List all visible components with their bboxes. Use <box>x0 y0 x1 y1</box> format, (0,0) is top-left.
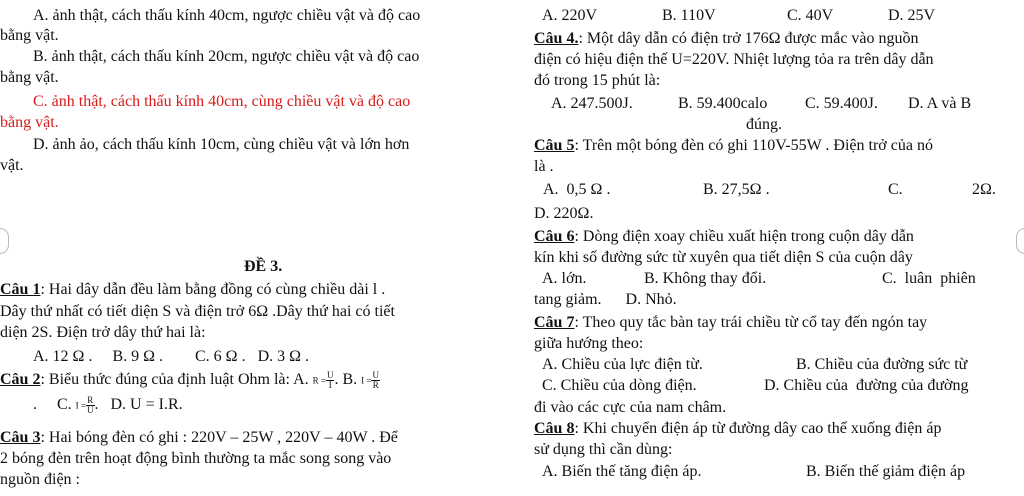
question-3-label: Câu 3 <box>0 429 41 446</box>
question-8-option-b: B. Biến thế giảm điện áp <box>806 463 966 480</box>
question-4-line2: điện có hiệu điện thế U=220V. Nhiệt lượng tỏa ra trên dây dẫn <box>534 51 934 68</box>
next-page-button[interactable] <box>1016 228 1024 254</box>
question-2-line1 <box>0 370 380 390</box>
section-heading: ĐỀ 3. <box>244 258 283 275</box>
question-4-label: Câu 4. <box>534 30 579 47</box>
question-6-label: Câu 6 <box>534 228 575 245</box>
top-option-a: A. 220V <box>542 7 598 24</box>
question-8-option-a: A. Biến thế tăng điện áp. <box>542 463 702 480</box>
question-4-option-c: C. 59.400J. <box>805 95 878 112</box>
question-4-option-b: B. 59.400calo <box>678 95 768 112</box>
question-7-option-b: B. Chiều của đường sức từ <box>796 356 968 373</box>
prev-page-button[interactable] <box>0 228 9 254</box>
question-3-line3: nguồn điện : <box>0 471 80 488</box>
formula-c-prefix: . C. <box>33 396 72 413</box>
formula-c: I = <box>75 400 86 411</box>
question-1-label: Câu 1 <box>0 281 41 298</box>
option-d-line2: vật. <box>0 157 24 174</box>
formula-a-num: U <box>326 369 334 380</box>
formula-d: . D. U = I.R. <box>94 396 183 413</box>
formula-b-num: U <box>372 369 379 380</box>
question-6-option-c: C. luân phiên <box>882 270 976 287</box>
question-5-line1 <box>534 136 933 156</box>
formula-b-den: R <box>372 379 379 390</box>
question-2-line2 <box>33 395 183 415</box>
question-1-line1 <box>0 280 385 300</box>
question-4-line3: đó trong 15 phút là: <box>534 72 661 89</box>
formula-b-prefix: . B. <box>334 371 358 388</box>
option-b-line2: bằng vật. <box>0 69 59 86</box>
question-5-option-d: D. 220Ω. <box>534 205 594 222</box>
question-6-line1 <box>534 227 914 247</box>
question-2-label: Câu 2 <box>0 371 41 388</box>
question-6-option-a: A. lớn. <box>542 270 587 287</box>
question-5-line2: là . <box>534 158 554 175</box>
formula-a-den: I <box>328 379 332 390</box>
question-5-option-c-value: 2Ω. <box>972 181 996 198</box>
question-4-option-a: A. 247.500J. <box>551 95 633 112</box>
question-7-option-a: A. Chiều của lực điện từ. <box>542 356 703 373</box>
top-option-b: B. 110V <box>662 7 716 24</box>
option-c-line1: C. ảnh thật, cách thấu kính 40cm, cùng chiều vật và độ cao <box>33 93 411 110</box>
question-1-line3: diện 2S. Điện trở dây thứ hai là: <box>0 324 206 341</box>
question-8-line2: sử dụng thì cần dùng: <box>534 441 673 458</box>
formula-c-num: R <box>87 394 94 405</box>
question-7-text: : Theo quy tắc bàn tay trái chiều từ cổ tay đến ngón tay <box>574 314 928 331</box>
question-1-line2: Dây thứ nhất có tiết diện S và điện trở 6Ω .Dây thứ hai có tiết <box>0 303 395 320</box>
question-7-line3: đi vào các cực của nam châm. <box>534 399 727 416</box>
question-8-text: : Khi chuyển điện áp từ đường dây cao thế xuống điện áp <box>574 420 942 437</box>
top-option-c: C. 40V <box>787 7 834 24</box>
formula-c-fraction <box>86 396 95 415</box>
question-4-option-d: D. A và B <box>908 95 972 112</box>
question-6-text: : Dòng điện xoay chiều xuất hiện trong cuộn dây dẫn <box>574 228 914 245</box>
question-6-line2: kín khi số đường sức từ xuyên qua tiết diện S của cuộn dây <box>534 249 913 266</box>
formula-b: I = <box>361 375 372 386</box>
formula-b-fraction <box>371 371 380 390</box>
option-a-line2: bằng vật. <box>0 27 59 44</box>
formula-a: R = <box>312 375 326 386</box>
question-1-text: : Hai dây dẫn đều làm bằng đồng có cùng chiều dài l . <box>40 281 386 298</box>
question-7-option-d: D. Chiều của đường của đường <box>764 377 969 394</box>
top-option-d: D. 25V <box>888 7 936 24</box>
question-4-text: : Một dây dẫn có điện trở 176Ω được mắc vào nguồn <box>578 30 919 47</box>
option-c-line2: bằng vật. <box>0 114 59 131</box>
question-5-option-c: C. <box>888 181 903 198</box>
question-6-option-b: B. Không thay đổi. <box>644 270 767 287</box>
question-6-line3: tang giảm. D. Nhỏ. <box>534 291 677 308</box>
question-1-options: A. 12 Ω . B. 9 Ω . C. 6 Ω . D. 3 Ω . <box>33 348 310 365</box>
question-8-line1 <box>534 419 942 439</box>
question-2-text: : Biểu thức đúng của định luật Ohm là: A. <box>40 371 309 388</box>
question-8-label: Câu 8 <box>534 420 575 437</box>
question-7-label: Câu 7 <box>534 314 575 331</box>
formula-c-den: U <box>87 404 94 415</box>
option-b-line1: B. ảnh thật, cách thấu kính 20cm, ngược chiều vật và độ cao <box>33 48 420 65</box>
question-4-tail: đúng. <box>746 116 782 133</box>
question-7-line2: giữa hướng theo: <box>534 335 644 352</box>
option-a-line1: A. ảnh thật, cách thấu kính 40cm, ngược chiều vật và độ cao <box>33 7 421 24</box>
question-5-option-b: B. 27,5Ω . <box>703 181 770 198</box>
option-d-line1: D. ảnh ảo, cách thấu kính 10cm, cùng chiều vật và lớn hơn <box>33 136 410 153</box>
question-3-text: : Hai bóng đèn có ghi : 220V – 25W , 220V – 40W . Để <box>40 429 398 446</box>
question-4-line1 <box>534 29 919 49</box>
question-5-label: Câu 5 <box>534 137 575 154</box>
question-7-line1 <box>534 313 927 333</box>
question-5-option-a: A. 0,5 Ω . <box>543 181 611 198</box>
question-5-text: : Trên một bóng đèn có ghi 110V-55W . Điện trở của nó <box>574 137 933 154</box>
question-7-option-c: C. Chiều của dòng điện. <box>542 377 697 394</box>
question-3-line2: 2 bóng đèn trên hoạt động bình thường ta mắc song song vào <box>0 450 392 467</box>
question-3-line1 <box>0 428 398 448</box>
